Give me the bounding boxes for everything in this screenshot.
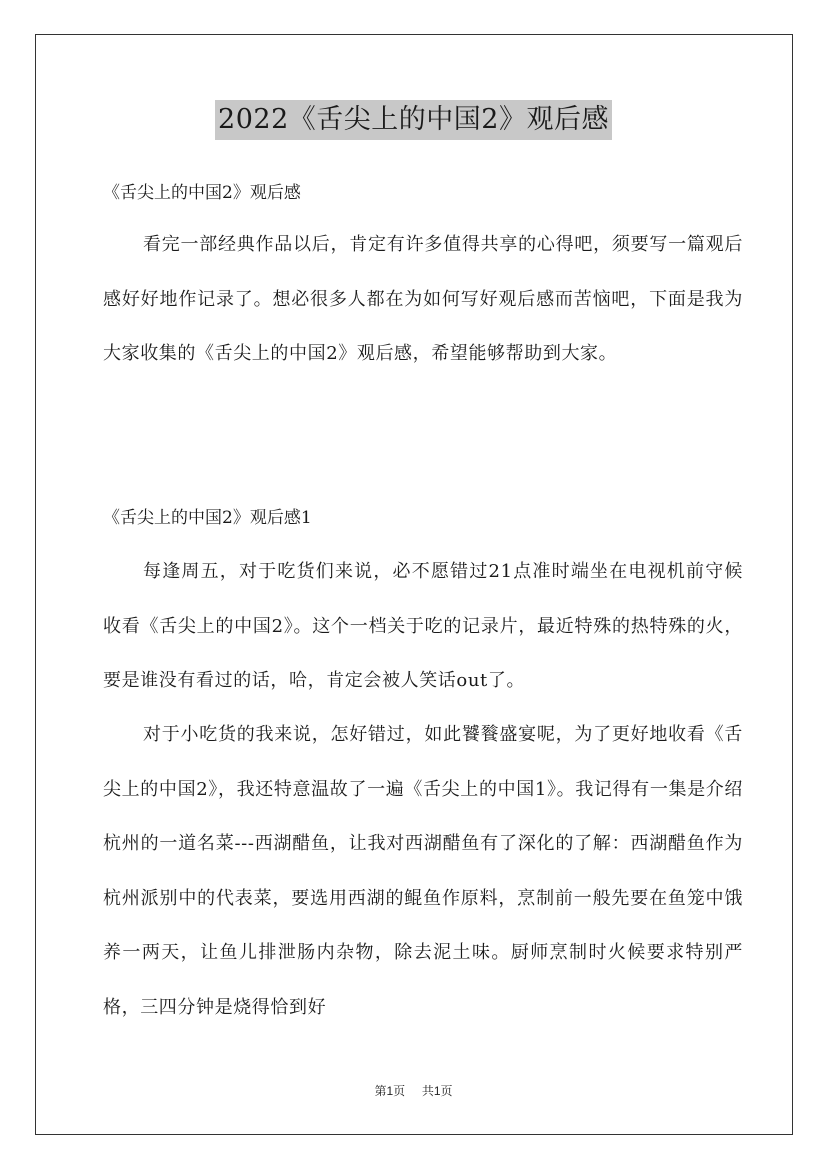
title-container bbox=[0, 100, 827, 140]
body-paragraph-1: 每逢周五，对于吃货们来说，必不愿错过21点准时端坐在电视机前守候收看《舌尖上的中国2》。这个一档关于吃的记录片，最近特殊的热特殊的火，要是谁没有看过的话，哈，肯定会被人笑话out了。 bbox=[103, 561, 743, 691]
page-total: 共1页 bbox=[421, 1084, 453, 1098]
document-title: 2022《舌尖上的中国2》观后感 bbox=[215, 100, 612, 140]
intro-paragraph: 看完一部经典作品以后，肯定有许多值得共享的心得吧，须要写一篇观后感好好地作记录了。想必很多人都在为如何写好观后感而苦恼吧，下面是我为大家收集的《舌尖上的中国2》观后感，希望能够帮助到大家。 bbox=[103, 234, 743, 364]
page-footer bbox=[0, 1082, 827, 1099]
document-subtitle: 《舌尖上的中国2》观后感 bbox=[103, 183, 301, 203]
body-paragraph-2: 对于小吃货的我来说，怎好错过，如此饕餮盛宴呢，为了更好地收看《舌尖上的中国2》，我还特意温故了一遍《舌尖上的中国1》。我记得有一集是介绍杭州的一道名菜---西湖醋鱼，让我对西湖醋鱼有了深化的了解：西湖醋鱼作为杭州派别中的代表菜，要选用西湖的鲲鱼作原料，烹制前一般先要在鱼笼中饿养一两天，让鱼儿排泄肠内杂物，除去泥土味。厨师烹制时火候要求特别严格，三四分钟是烧得恰到好 bbox=[103, 724, 743, 1018]
page-number: 第1页 bbox=[374, 1084, 406, 1098]
section-heading: 《舌尖上的中国2》观后感1 bbox=[103, 508, 312, 528]
